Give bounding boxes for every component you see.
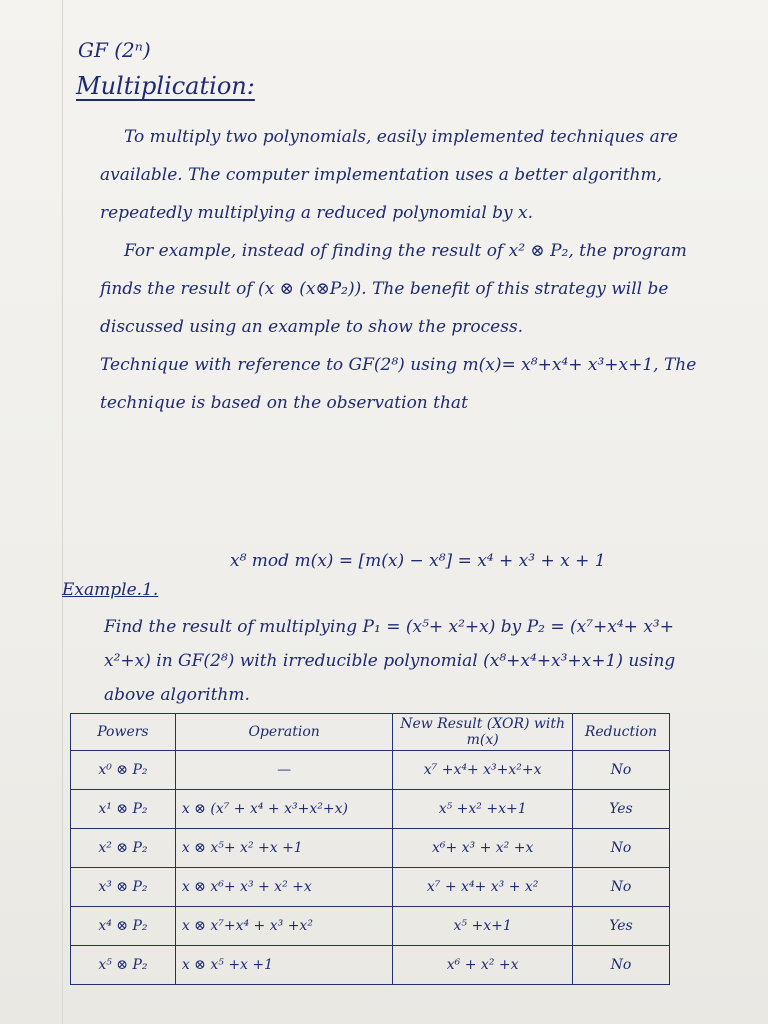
paragraph-3: Technique with reference to GF(2⁸) using m(x)= x⁸+x⁴+ x³+x+1, The technique is based on the observation that (100, 355, 697, 413)
paragraph-2: For example, instead of finding the result of x² ⊗ P₂, the program finds the result of (x ⊗ (x⊗P₂)). The benefit of this strategy will be discussed using an example to show the process. (100, 241, 687, 337)
header-reduction: Reduction (572, 714, 669, 751)
cell-result: x⁷ +x⁴+ x³+x²+x (393, 751, 573, 790)
page-title: GF (2ⁿ) (78, 38, 151, 62)
cell-powers: x⁰ ⊗ P₂ (71, 751, 176, 790)
table-row (71, 907, 670, 946)
cell-operation: x ⊗ (x⁷ + x⁴ + x³+x²+x) (175, 790, 393, 829)
cell-powers: x⁴ ⊗ P₂ (71, 907, 176, 946)
cell-result: x⁶ + x² +x (393, 946, 573, 985)
example-label: Example.1. (62, 580, 159, 600)
cell-reduction: Yes (572, 790, 669, 829)
cell-operation: x ⊗ x⁵+ x² +x +1 (175, 829, 393, 868)
cell-reduction: Yes (572, 907, 669, 946)
table-row (71, 868, 670, 907)
header-powers: Powers (71, 714, 176, 751)
cell-powers: x³ ⊗ P₂ (71, 868, 176, 907)
cell-operation: x ⊗ x⁷+x⁴ + x³ +x² (175, 907, 393, 946)
header-result: New Result (XOR) with m(x) (393, 714, 573, 751)
table-row (71, 946, 670, 985)
cell-reduction: No (572, 868, 669, 907)
section-heading: Multiplication: (76, 72, 255, 100)
cell-reduction: No (572, 829, 669, 868)
cell-operation: — (175, 751, 393, 790)
table-row (71, 790, 670, 829)
cell-result: x⁵ +x² +x+1 (393, 790, 573, 829)
margin-line (62, 0, 63, 1024)
cell-operation: x ⊗ x⁵ +x +1 (175, 946, 393, 985)
cell-reduction: No (572, 946, 669, 985)
multiplication-table (70, 713, 670, 985)
table-row (71, 751, 670, 790)
intro-text (100, 118, 700, 422)
cell-powers: x¹ ⊗ P₂ (71, 790, 176, 829)
reduction-equation: x⁸ mod m(x) = [m(x) − x⁸] = x⁴ + x³ + x + 1 (230, 551, 606, 571)
cell-powers: x² ⊗ P₂ (71, 829, 176, 868)
cell-result: x⁷ + x⁴+ x³ + x² (393, 868, 573, 907)
cell-reduction: No (572, 751, 669, 790)
example-text: Find the result of multiplying P₁ = (x⁵+ x²+x) by P₂ = (x⁷+x⁴+ x³+ x²+x) in GF(2⁸) with irreducible polynomial (x⁸+x⁴+x³+x+1) using above algorithm. (104, 617, 676, 705)
cell-result: x⁵ +x+1 (393, 907, 573, 946)
table-header-row (71, 714, 670, 751)
header-operation: Operation (175, 714, 393, 751)
cell-powers: x⁵ ⊗ P₂ (71, 946, 176, 985)
cell-result: x⁶+ x³ + x² +x (393, 829, 573, 868)
table-row (71, 829, 670, 868)
paragraph-1: To multiply two polynomials, easily implemented techniques are available. The computer implementation uses a better algorithm, repeatedly multiplying a reduced polynomial by x. (100, 127, 678, 223)
cell-operation: x ⊗ x⁶+ x³ + x² +x (175, 868, 393, 907)
